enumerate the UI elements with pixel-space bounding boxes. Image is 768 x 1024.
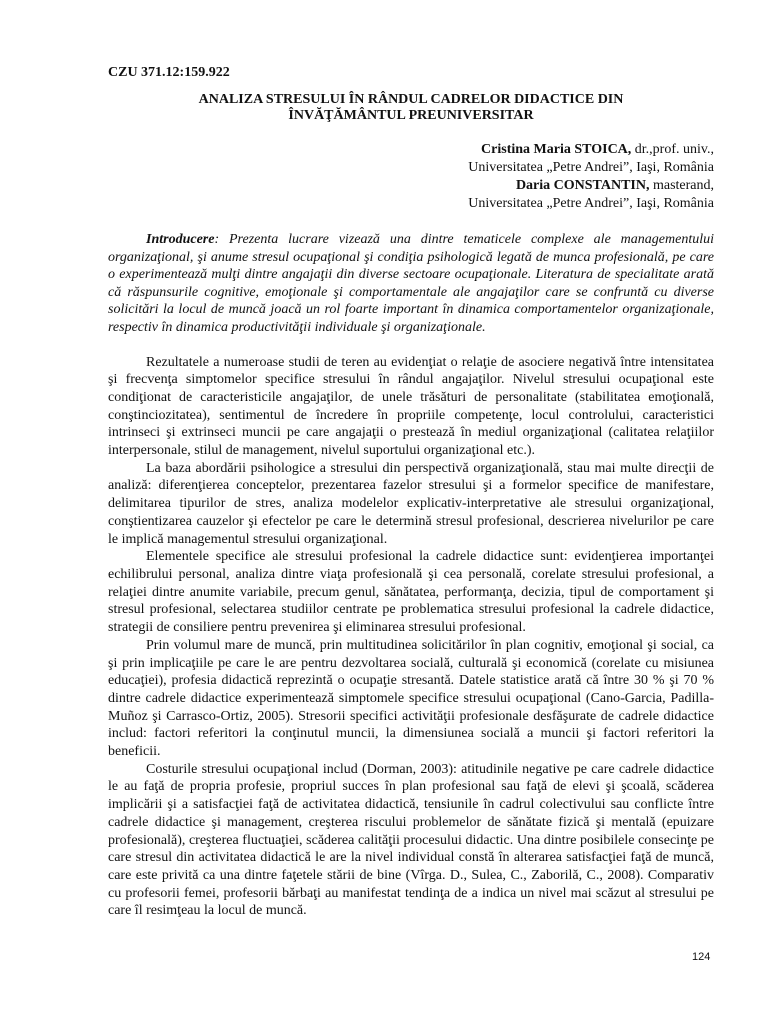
author-name: Cristina Maria STOICA, [481, 142, 632, 157]
author-line [108, 141, 714, 159]
title-line-1: ANALIZA STRESULUI ÎN RÂNDUL CADRELOR DIDACTICE DIN [198, 92, 624, 107]
body-paragraph: La baza abordării psihologice a stresului din perspectivă organizaţională, stau mai multe direcţii de analiză: diferenţierea conceptelor, prezentarea fazelor stresului şi a formelor specifice de manifestare, delimitarea tipurilor de stres, analiza modelelor explicativ-interpretative ale stresului organizaţional, conştientizarea cauzelor şi efectelor pe care le determină stresul profesional, descrierea nivelurilor pe care le implică managementul stresului organizaţional. [108, 460, 714, 547]
intro-text: : Prezenta lucrare vizează una dintre tematicele complexe ale managementului organizaţional, şi anume stresul ocupaţional şi condiţia psihologică legată de munca profesională, pe care o experimentează mulţi dintre angajaţii din diverse sectoare ocupaţionale. Literatura de specialitate arată că răspunsurile cognitive, emoţionale şi comportamentale ale angajaţilor care se confruntă cu diverse solicitări la locul de muncă joacă un rol foarte important în dinamica comportamentelor organizaţionale, respectiv în dinamica productivităţii individuale şi organizaţionale. [108, 232, 714, 335]
body-paragraph: Prin volumul mare de muncă, prin multitudinea solicitărilor în plan cognitiv, emoţional şi social, ca şi prin implicaţiile pe care le are pentru dezvoltarea socială, culturală şi economică (corelate cu misiunea educaţiei), profesia didactică reprezintă o ocupaţie stresantă. Datele statistice arată că între 30 % şi 70 % dintre cadrele didactice experimentează simptomele specifice stresului ocupaţional (Cano-Garcia, Padilla-Muñoz şi Carrasco-Ortiz, 2005). Stresorii specifici activităţii profesionale desfăşurate de cadrele didactice includ: factori referitori la conţinutul muncii, la dimensiunea socială a muncii şi factori referitori la beneficii. [108, 637, 714, 760]
author-role: masterand, [649, 178, 714, 193]
introduction [108, 231, 714, 337]
intro-label: Introducere [146, 232, 215, 247]
body-paragraph: Rezultatele a numeroase studii de teren au evidenţiat o relaţie de asociere negativă între intensitatea şi frecvenţa simptomelor specifice stresului în rândul angajaţilor. Nivelul stresului ocupaţional este condiţionat de caracteristicile angajaţilor, de unele trăsături de personalitate (stabilitatea emoţională, conştinciozitatea), sentimentul de încredere în propriile competenţe, locul controlului, caracteristici intrinseci şi extrinseci muncii pe care angajaţii o prestează în mediul organizaţional (calitatea relaţiilor interpersonale, stilul de management, nivelul suportului organizaţional etc.). [108, 354, 714, 459]
author-block [108, 141, 714, 213]
page-number: 124 [692, 951, 711, 963]
author-line [108, 177, 714, 195]
paper-page [108, 64, 714, 920]
udc-code: CZU 371.12:159.922 [108, 65, 230, 80]
author-role: dr.,prof. univ., [631, 142, 714, 157]
author-affiliation: Universitatea „Petre Andrei”, Iaşi, România [468, 196, 714, 211]
author-name: Daria CONSTANTIN, [515, 178, 650, 193]
author-affiliation: Universitatea „Petre Andrei”, Iaşi, România [468, 160, 714, 175]
title-line-2: ÎNVĂŢĂMÂNTUL PREUNIVERSITAR [288, 108, 534, 123]
body-paragraph: Costurile stresului ocupaţional includ (Dorman, 2003): atitudinile negative pe care cadrele didactice le au faţă de propria profesie, propriul succes în plan profesional sau faţă de elevi şi şcoală, scăderea implicării şi a satisfacţiei faţă de activitatea didactică, tensiunile în cadrul colectivului sau conflicte între cadrele didactice şi management, creşterea riscului problemelor de sănătate fizică şi mentală (epuizare profesională), creşterea fluctuaţiei, scăderea calităţii procesului didactic. Una dintre posibilele consecinţe pe care stresul din activitatea didactică le are la nivel individual constă în alterarea satisfacţiei faţă de muncă, care este privită ca una dintre faţetele stării de bine (Vîrga. D., Sulea, C., Zaborilă, C., 2008). Comparativ cu profesorii femei, profesorii bărbaţi au manifestat tendinţa de a indica un nivel mai scăzut al stresului pe care îl resimţeau la locul de muncă. [108, 761, 714, 919]
paper-title [108, 92, 714, 124]
body-paragraph: Elementele specifice ale stresului profesional la cadrele didactice sunt: evidenţierea importanţei echilibrului personal, analiza dintre viaţa profesională şi cea personală, corelate stresului profesional, a relaţiei dintre anumite variabile, precum genul, sănătatea, performanţa, decizia, tipul de comportament şi stresul profesional, selectarea studiilor centrate pe problematica stresului profesional la cadrele didactice, strategii de consiliere pentru prevenirea şi eliminarea stresului profesional. [108, 549, 714, 636]
